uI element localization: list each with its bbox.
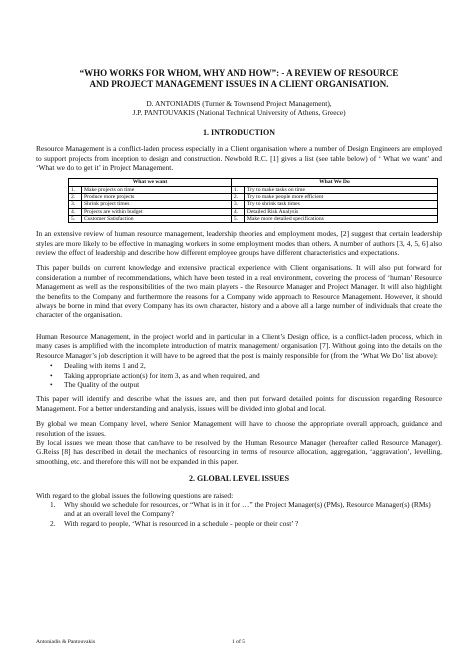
author-line-1: D. ANTONIADIS (Turner & Townsend Project Management), (146, 99, 332, 108)
table-cell-number: 1. (231, 186, 244, 193)
list-item (36, 500, 442, 519)
table-cell-number: 2. (69, 194, 82, 201)
table-row (69, 201, 438, 208)
table-cell-number: 3. (231, 201, 244, 208)
table-cell-want: Projects are within budget (82, 208, 232, 215)
hrm-conflict-paragraph: Human Resource Management, in the project world and in particular in a Client’s Design office, is a conflict-laden process, which in many cases is amplified with the incomplete introduction of matrix management/ organisation [7]. Without going into the details on the Resource Manager’s job description it will have to be agreed that the post is mainly responsible for (from the ‘What We Do’ list above): (36, 331, 442, 360)
question-number: 2. (50, 518, 56, 528)
question-text: With regard to people, ‘What is resourced in a schedule - people or their cost’ ? (64, 518, 299, 528)
issues-division-paragraph: This paper will identify and describe what the issues are, and then put forward detailed points for discussion regarding Resource Management. For a better understanding and analysis, issues will be divided into global and local. (36, 394, 442, 413)
table-cell-number: 4. (69, 208, 82, 215)
authors-block (36, 99, 442, 118)
global-issues-intro: With regard to the global issues the following questions are raised: (36, 490, 234, 500)
table-row (69, 186, 438, 193)
question-text: Why should we schedule for resources, or “What is in it for …” the Project Manager(s) (PMs), Resource Manager(s) (RMs) and at an overall level the Company? (64, 499, 431, 519)
table-cell-want: Customer Satisfaction (82, 215, 232, 222)
section-heading-introduction: 1. INTRODUCTION (202, 127, 275, 137)
table-cell-do: Make more detailed specifications (244, 215, 437, 222)
table-cell-number: 4. (231, 208, 244, 215)
table-cell-number: 5. (231, 215, 244, 222)
table-cell-want: Shrink project times (82, 201, 232, 208)
page-number: 1 of 5 (231, 639, 246, 645)
table-cell-do: Detailed Risk Analysis (244, 208, 437, 215)
question-number: 1. (50, 499, 56, 509)
list-item: • Dealing with items 1 and 2, (50, 361, 442, 370)
table-cell-number: 5. (69, 215, 82, 222)
paper-scope-paragraph: This paper builds on current knowledge and extensive practical experience with Client organisations. It will also put forward for consideration a number of recommendations, which have been tested in a real environment, covering the process of ‘human’ Resource Management as well as the responsibilities of the two main players - the Resource Manager and Project Manager. It will also highlight the benefits to the Company and furthermore the reasons for a Company wide approach to Resource Management. However, it should always be borne in mind that every Company has its own character, history and a above all a large number of individuals that create the character of the organisation. (36, 263, 442, 320)
table-header-do: What We Do (231, 179, 437, 186)
paper-title (36, 68, 442, 90)
list-item: • Taking appropriate action(s) for item 3, as and when required, and (50, 371, 442, 380)
author-line-2: J.P. PANTOUVAKIS (National Technical University of Athens, Greece) (132, 108, 346, 118)
footer-authors: Antoniadis & Pantouvakis (36, 639, 96, 645)
table-cell-want: Make projects on time (82, 186, 232, 193)
table-cell-do: Try to shrink task times (244, 201, 437, 208)
table-header-want: What we want (69, 179, 232, 186)
responsibility-list (36, 361, 442, 389)
table-cell-do: Try to make tasks on time (244, 186, 437, 193)
table-row (69, 215, 438, 222)
table-cell-number: 3. (69, 201, 82, 208)
table-cell-do: Try to make people more efficient (244, 194, 437, 201)
table-row (69, 208, 438, 215)
paper-title-line-2: AND PROJECT MANAGEMENT ISSUES IN A CLIENT ORGANISATION. (89, 79, 389, 89)
global-questions-list (36, 500, 442, 528)
local-definition-paragraph: By local issues we mean those that can/have to be resolved by the Human Resource Manager (hereafter called Resource Manager). G.Reiss [8] has described in detail the mechanics of resourcing in terms of resource allocation, aggregation, ‘aggravation’, levelling, smoothing, etc. and therefore this will not be expanded in this paper. (36, 437, 442, 466)
list-item: • The Quality of the output (50, 380, 442, 389)
table-cell-number: 2. (231, 194, 244, 201)
wants-table (68, 178, 438, 223)
intro-paragraph: Resource Management is a conflict-laden process especially in a Client organisation where a number of Design Engineers are employed to support projects from inception to design and construction. Newbold R.C. [1] gives a list (see table below) of ‘ What we want’ and ‘What we do to get it’ in Project Management. (36, 144, 442, 173)
paper-title-line-1: “WHO WORKS FOR WHOM, WHY AND HOW”: - A REVIEW OF RESOURCE (79, 68, 399, 78)
table-header-row (69, 179, 438, 186)
table-row (69, 194, 438, 201)
global-definition-paragraph: By global we mean Company level, where Senior Management will have to choose the appropriate overall approach, guidance and resolution of the issues. (36, 419, 442, 438)
footer-spacer (382, 638, 442, 647)
section-heading-global-issues: 2. GLOBAL LEVEL ISSUES (188, 474, 290, 484)
table-cell-number: 1. (69, 186, 82, 193)
table-cell-want: Produce more projects (82, 194, 232, 201)
page-footer (36, 638, 442, 647)
list-item (36, 519, 442, 528)
leadership-review-paragraph: In an extensive review of human resource management, leadership theories and employment modes, [2] suggest that certain leadership styles are more likely to be effective in managing workers in some employment modes than others. A number of authors [3, 4, 5, 6] also review the effect of leadership and describe how different employee groups have different characteristics and expectations. (36, 229, 442, 258)
